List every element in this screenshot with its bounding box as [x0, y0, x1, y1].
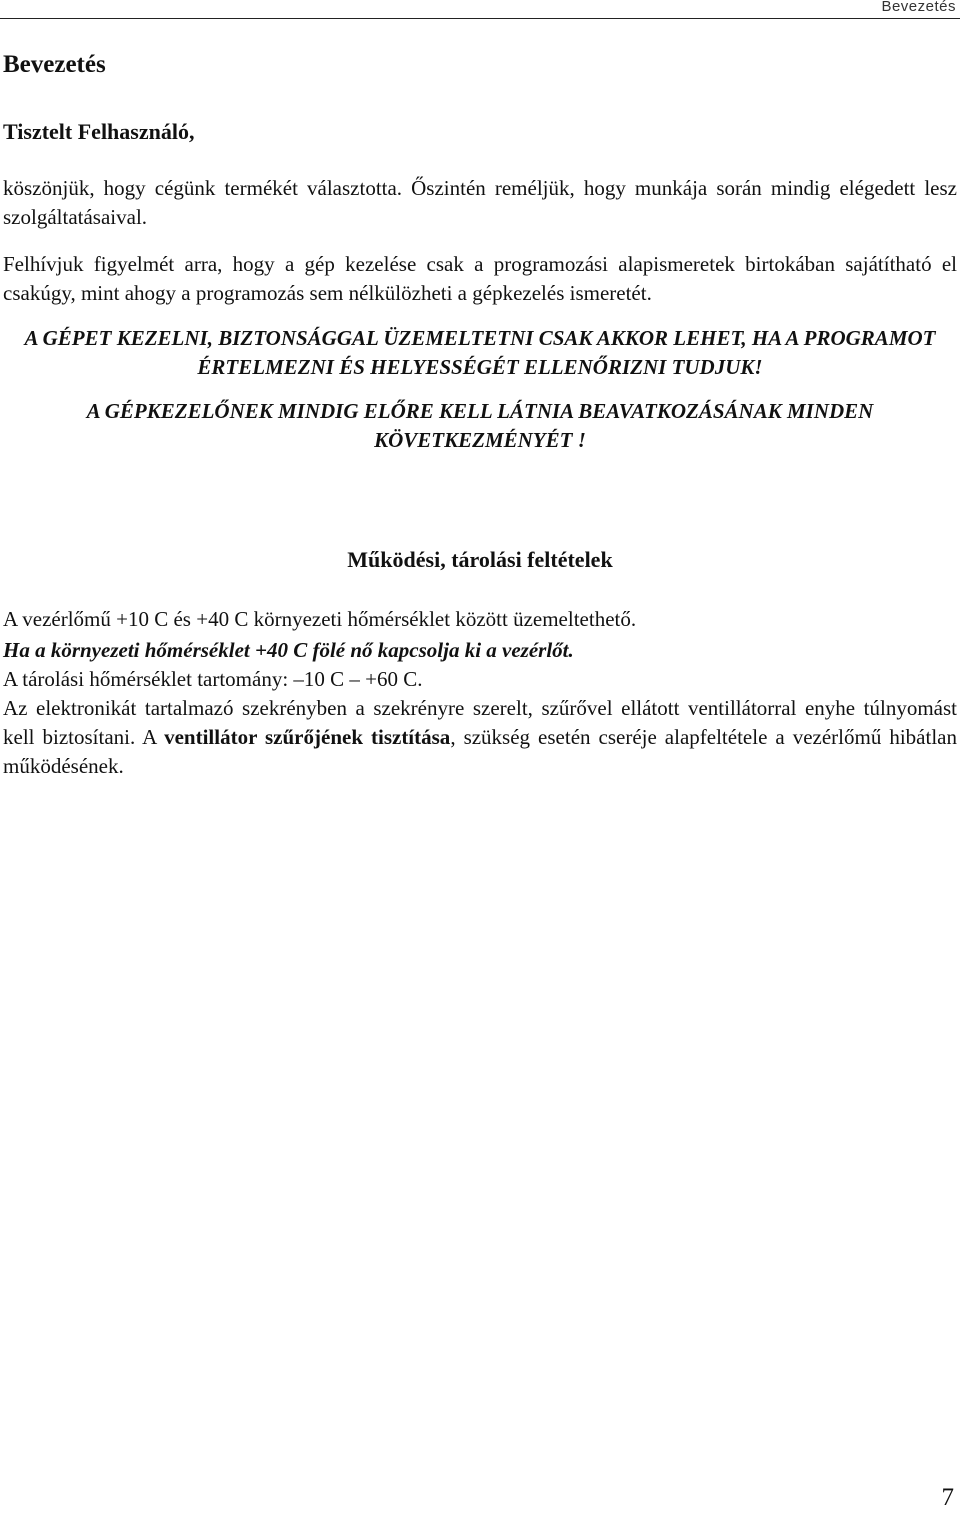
cabinet-text-after: , szükség esetén cseréje alapfeltétele a vezérlőmű hibátlan működésének.	[3, 725, 957, 778]
shutdown-warning-line: Ha a környezeti hőmérséklet +40 C fölé nő kapcsolja ki a vezérlőt.	[3, 638, 574, 662]
page-title: Bevezetés	[3, 51, 106, 78]
operating-temperature-line: A vezérlőmű +10 C és +40 C környezeti hőmérséklet között üzemeltethető.	[3, 607, 637, 631]
running-header	[0, 0, 960, 19]
warning-operation: A GÉPET KEZELNI, BIZTONSÁGGAL ÜZEMELTETNI CSAK AKKOR LEHET, HA A PROGRAMOT ÉRTELMEZNI ÉS HELYESSÉGÉT ELLENŐRIZNI TUDJUK!	[24, 326, 936, 379]
notice-paragraph: Felhívjuk figyelmét arra, hogy a gép kezelése csak a programozási alapismeretek birtokában sajátítható el csakúgy, mint ahogy a programozás sem nélkülözheti a gépkezelés ismeretét.	[3, 252, 957, 305]
section-heading-conditions: Működési, tárolási feltételek	[347, 547, 613, 572]
cabinet-paragraph	[3, 694, 957, 781]
greeting: Tisztelt Felhasználó,	[3, 119, 195, 144]
warning-consequences: A GÉPKEZELŐNEK MINDIG ELŐRE KELL LÁTNIA BEAVATKOZÁSÁNAK MINDEN KÖVETKEZMÉNYÉT !	[86, 399, 874, 452]
running-header-title: Bevezetés	[881, 0, 956, 15]
intro-paragraph: köszönjük, hogy cégünk termékét választotta. Őszintén reméljük, hogy munkája során mindig elégedett lesz szolgáltatásaival.	[3, 176, 957, 229]
cabinet-text-before: Az elektronikát tartalmazó szekrényben a szekrényre szerelt, szűrővel ellátott ventillátorral enyhe túlnyomást kell biztosítani. A	[3, 696, 957, 749]
page-number: 7	[941, 1484, 954, 1511]
cabinet-text-emphasis: ventillátor szűrőjének tisztítása	[164, 725, 451, 749]
storage-temperature-line: A tárolási hőmérséklet tartomány: –10 C – +60 C.	[3, 667, 423, 691]
